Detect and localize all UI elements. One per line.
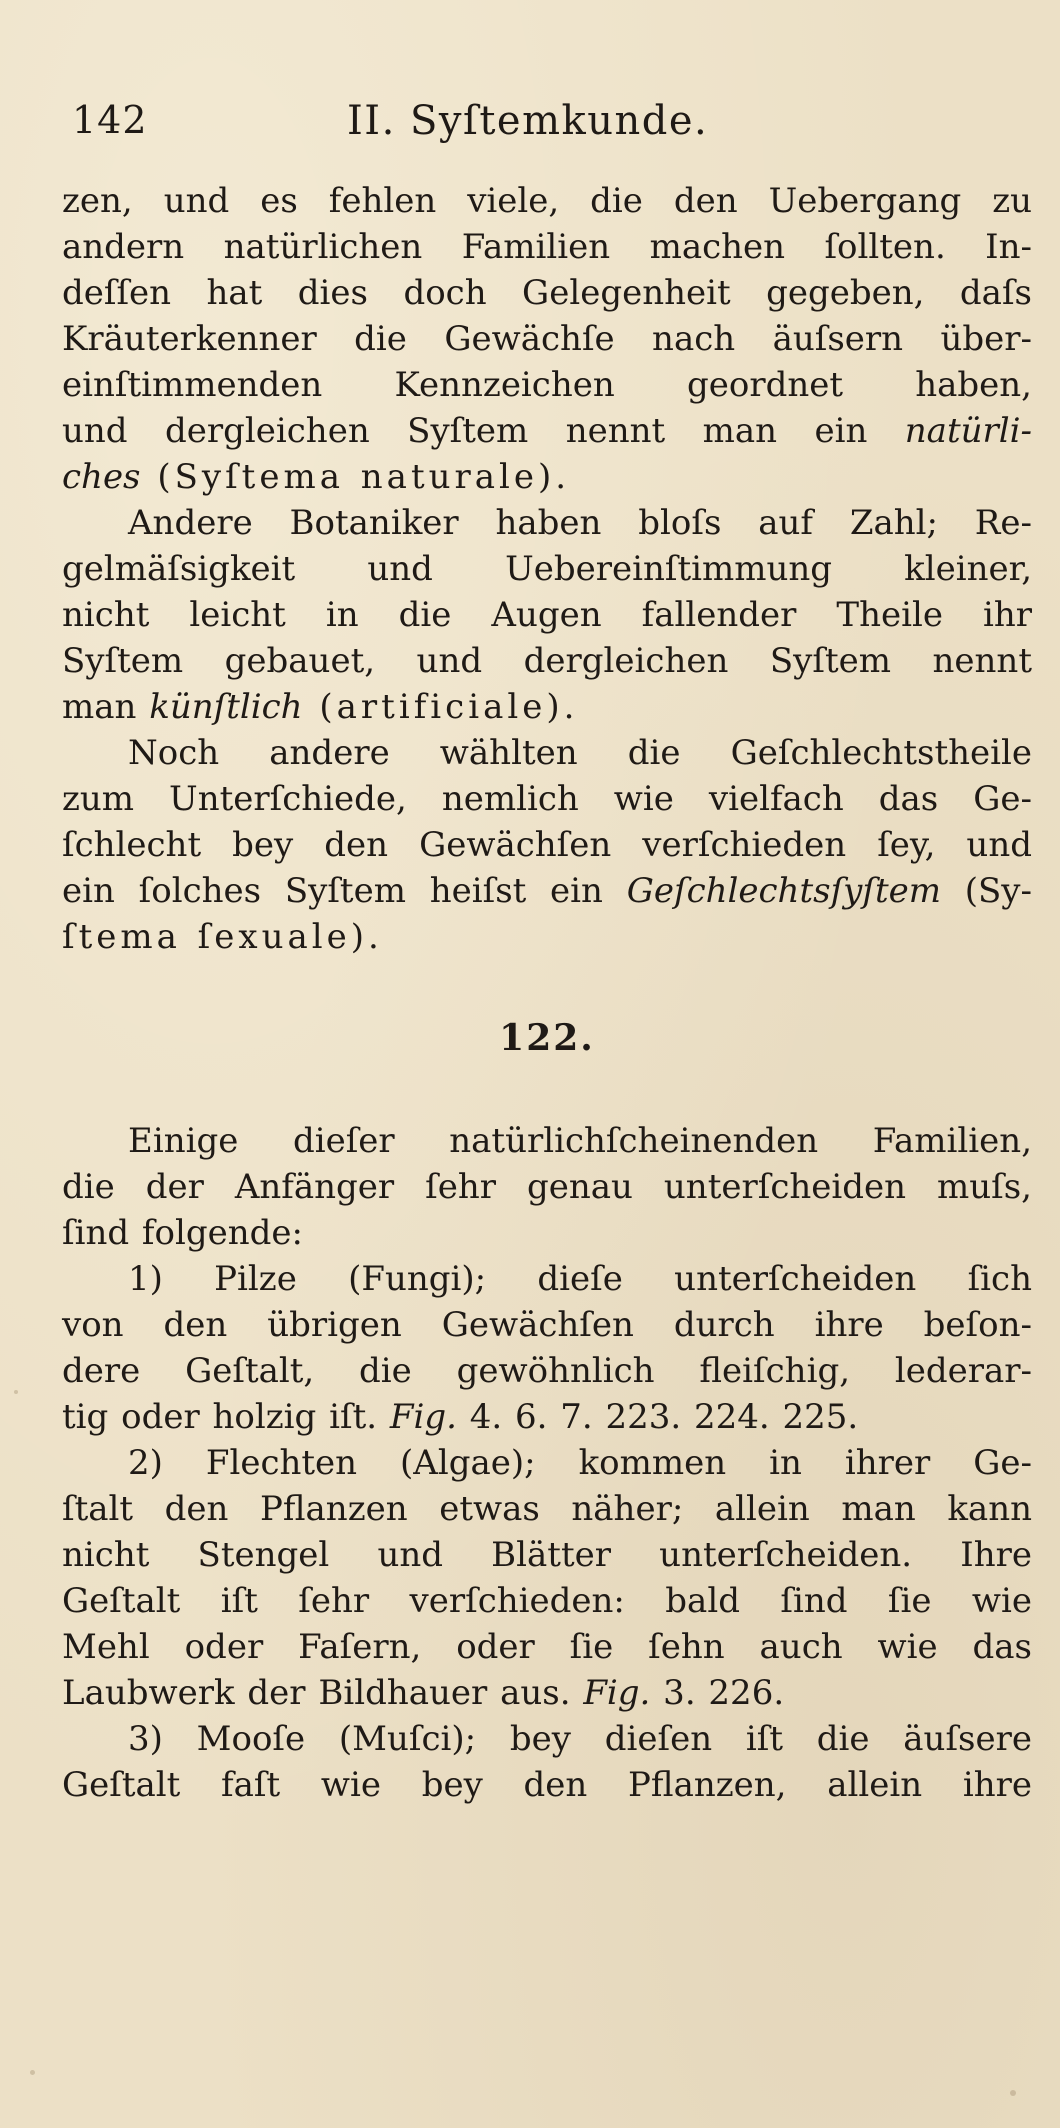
text-line: Kräuterkenner die Gewächſe nach äuſsern über- (62, 319, 1032, 359)
text-run: (Sy- (940, 871, 1032, 911)
paper-speck (30, 2070, 35, 2075)
text-line: andern natürlichen Familien machen ſollten. In- (62, 227, 1032, 267)
text-run: (artificiale). (302, 687, 579, 727)
italic-term: Geſchlechtsſyſtem (626, 871, 941, 911)
text-line: zum Unterſchiede, nemlich wie vielfach das Ge- (62, 779, 1032, 819)
text-line: ſind folgende: (62, 1213, 303, 1253)
list-item-line: nicht Stengel und Blätter unterſcheiden. Ihre (62, 1535, 1032, 1575)
text-run: tig oder holzig iſt. (62, 1397, 390, 1437)
text-line: gelmäſsigkeit und Uebereinſtimmung kleiner, (62, 549, 1032, 589)
list-item-line: 3) Mooſe (Muſci); bey dieſen iſt die äuſsere (128, 1719, 1032, 1759)
page-header (72, 98, 1012, 158)
text-line (62, 868, 1032, 914)
list-item-line: 2) Flechten (Algae); kommen in ihrer Ge- (128, 1443, 1032, 1483)
text-line: ſtema ſexuale). (62, 917, 383, 957)
text-run: 4. 6. 7. 223. 224. 225. (456, 1397, 859, 1437)
list-item-line: Geſtalt faſt wie bey den Pflanzen, allein ihre (62, 1765, 1032, 1805)
list-item-line: Geſtalt iſt ſehr verſchieden: bald ſind ſie wie (62, 1581, 1032, 1621)
figure-reference: Fig. (389, 1397, 457, 1437)
body-text (62, 178, 1032, 1808)
text-run: ein ſolches Syſtem heiſst ein (62, 871, 627, 911)
list-item-line: ſtalt den Pflanzen etwas näher; allein man kann (62, 1489, 1032, 1529)
list-item-line (62, 1394, 1032, 1440)
list-item-line: dere Geſtalt, die gewöhnlich fleiſchig, lederar- (62, 1351, 1032, 1391)
list-item-line: von den übrigen Gewächſen durch ihre beſon- (62, 1305, 1032, 1345)
italic-term: natürli- (904, 411, 1032, 451)
text-line: Einige dieſer natürlichſcheinenden Familien, (128, 1121, 1032, 1161)
paper-speck (1010, 2090, 1016, 2096)
text-line: Andere Botaniker haben bloſs auf Zahl; Re- (128, 503, 1032, 543)
figure-reference: Fig. (583, 1673, 651, 1713)
page-number: 142 (72, 98, 148, 142)
text-line: zen, und es fehlen viele, die den Uebergang zu (62, 181, 1032, 221)
text-line: Noch andere wählten die Geſchlechtstheile (128, 733, 1032, 773)
text-line: ſchlecht bey den Gewächſen verſchieden ſey, und (62, 825, 1032, 865)
text-line: einſtimmenden Kennzeichen geordnet haben, (62, 365, 1032, 405)
list-item-line: Mehl oder Faſern, oder ſie ſehn auch wie das (62, 1627, 1032, 1667)
text-line (62, 454, 1032, 500)
text-line: deſſen hat dies doch Gelegenheit gegeben, daſs (62, 273, 1032, 313)
text-line: Syſtem gebauet, und dergleichen Syſtem nennt (62, 641, 1032, 681)
text-run: man (62, 687, 150, 727)
list-item-line: 1) Pilze (Fungi); dieſe unterſcheiden ſich (128, 1259, 1032, 1299)
text-run: und dergleichen Syſtem nennt man ein (62, 411, 905, 451)
running-head: II. Syſtemkunde. (347, 98, 709, 144)
text-run: 3. 226. (650, 1673, 785, 1713)
paper-speck (14, 1390, 18, 1394)
text-line: nicht leicht in die Augen fallender Theile ihr (62, 595, 1032, 635)
text-run: (Syſtema naturale). (140, 457, 571, 497)
text-run: Laubwerk der Bildhauer aus. (62, 1673, 584, 1713)
italic-term: ches (62, 457, 141, 497)
text-line (62, 684, 1032, 730)
text-line: die der Anfänger ſehr genau unterſcheiden muſs, (62, 1167, 1032, 1207)
section-number: 122. (499, 1017, 595, 1059)
italic-term: künſtlich (149, 687, 303, 727)
list-item-line (62, 1670, 1032, 1716)
text-line (62, 408, 1032, 454)
